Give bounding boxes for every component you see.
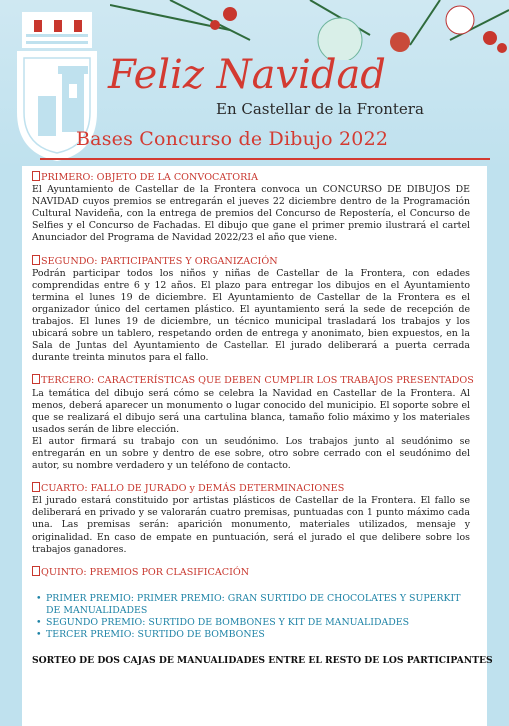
feliz-navidad-title: Feliz Navidad [108, 52, 386, 98]
section-paragraph: La temática del dibujo será cómo se celebra la Navidad en Castellar de la Frontera. Al menos, deberá aparecer un monumento o lugar conocido del municipio. El soporte sobre el que se realizará el dibujo será una cartulina blanca, tamaño folio máximo y los materiales usados serán de libre elección. [32, 387, 470, 435]
header-banner [0, 0, 509, 168]
checkbox-glyph [32, 255, 40, 265]
prize-item: • PRIMER PREMIO: PRIMER PREMIO: GRAN SURTIDO DE CHOCOLATES Y SUPERKIT DE MANUALIDADES [46, 593, 470, 617]
checkbox-glyph [32, 374, 40, 384]
prize-item: • SEGUNDO PREMIO: SURTIDO DE BOMBONES Y KIT DE MANUALIDADES [46, 617, 470, 629]
section-paragraph: El autor firmará su trabajo con un seudónimo. Los trabajos junto al seudónimo se entregarán en un sobre y dentro de ese sobre, otro sobre cerrado con el seudónimo del autor, su nombre verdadero y un teléfono de contacto. [32, 435, 470, 472]
title-underline [40, 158, 490, 160]
prize-list [32, 593, 470, 641]
section-title-primero: PRIMERO: OBJETO DE LA CONVOCATORIA [32, 171, 470, 184]
rules-content [32, 171, 493, 667]
section-title-cuarto: CUARTO: FALLO DE JURADO y DEMÁS DETERMINACIONES [32, 482, 470, 495]
section-paragraph: Podrán participar todos los niños y niñas de Castellar de la Frontera, con edades comprendidas entre 6 y 12 años. El plazo para entregar los dibujos en el Ayuntamiento termina el lunes 19 de diciembre. El Ayuntamiento de Castellar de la Frontera es el organizador único del certamen plástico. El ayuntamiento será la sede de recepción de trabajos. El lunes 19 de diciembre, un técnico municipal trasladará los trabajos y los ubicará sobre un tablero, respetando orden de entrega y anonimato, bien expuestos, en la Sala de Juntas del Ayuntamiento de Castellar. El jurado deliberará a puerta cerrada durante treinta minutos para el fallo. [32, 267, 470, 364]
section-paragraph: El Ayuntamiento de Castellar de la Frontera convoca un CONCURSO DE DIBUJOS DE NAVIDAD cuyos premios se entregarán el jueves 22 diciembre dentro de la Programación Cultural Navideña, con la entrega de premios del Concurso de Repostería, el Concurso de Selfies y el Concurso de Fachadas. El dibujo que gane el primer premio ilustrará el cartel Anunciador del Programa de Navidad 2022/23 el año que viene. [32, 184, 470, 244]
checkbox-glyph [32, 171, 40, 181]
contest-title: Bases Concurso de Dibujo 2022 [76, 128, 389, 150]
section-title-quinto: QUINTO: PREMIOS POR CLASIFICACIÓN [32, 566, 470, 579]
section-paragraph: El jurado estará constituido por artistas plásticos de Castellar de la Frontera. El fallo se deliberará en privado y se valorarán cuatro premisas, puntuadas con 1 punto máximo cada una. Las premisas serán: aparición monumento, materiales utilizados, mensaje y originalidad. En caso de empate en puntuación, será el jurado el que delibere sobre los trabajos ganadores. [32, 495, 470, 555]
sorteo-line: SORTEO DE DOS CAJAS DE MANUALIDADES ENTRE EL RESTO DE LOS PARTICIPANTES [32, 655, 493, 667]
checkbox-glyph [32, 566, 40, 576]
section-title-tercero: TERCERO: CARACTERÍSTICAS QUE DEBEN CUMPLIR LOS TRABAJOS PRESENTADOS [32, 374, 470, 387]
section-title-segundo: SEGUNDO: PARTICIPANTES Y ORGANIZACIÓN [32, 255, 470, 268]
checkbox-glyph [32, 482, 40, 492]
town-subtitle: En Castellar de la Frontera [216, 100, 424, 118]
prize-item: • TERCER PREMIO: SURTIDO DE BOMBONES [46, 629, 470, 641]
